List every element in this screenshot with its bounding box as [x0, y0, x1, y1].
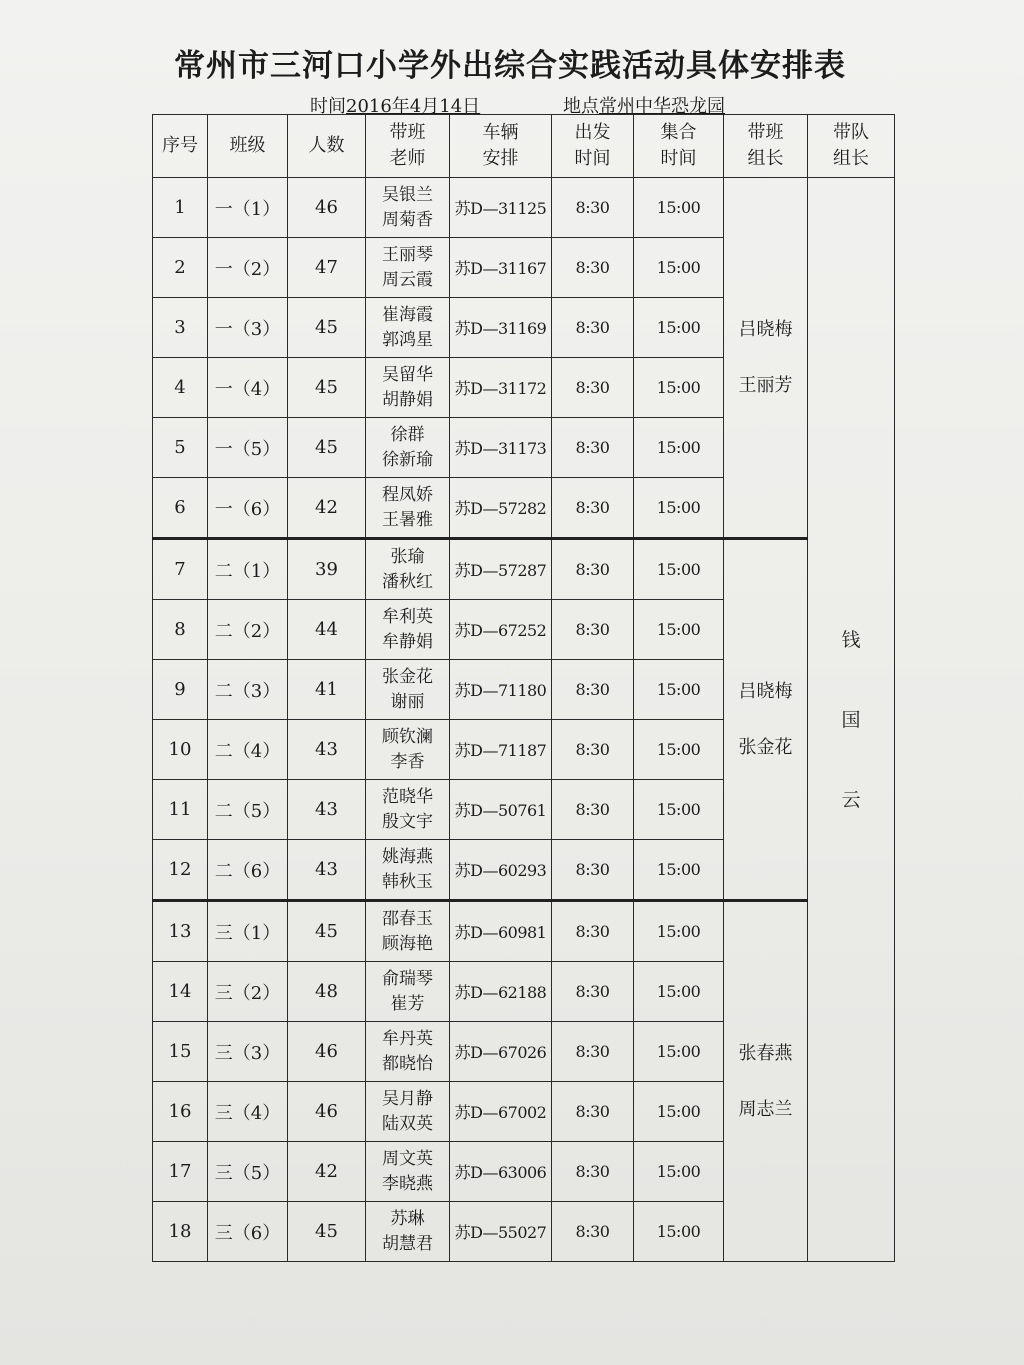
teacher-2: 李香: [390, 751, 425, 772]
group-leader-b: 王丽芳: [738, 374, 793, 396]
row-no: 1: [153, 178, 208, 238]
table-body: [153, 178, 895, 1262]
teacher-1: 姚海燕: [382, 846, 433, 867]
row-vehicle: 苏D—71180: [450, 660, 552, 720]
row-count: 42: [288, 1142, 366, 1202]
row-class: 三（4）: [208, 1082, 288, 1142]
row-depart-time: 8:30: [552, 539, 634, 600]
row-teachers: [366, 1022, 450, 1082]
teacher-1: 邵春玉: [382, 908, 433, 929]
row-gather-time: 15:00: [634, 418, 724, 478]
row-no: 5: [153, 418, 208, 478]
header-vehicle: [450, 115, 552, 178]
team-leader-char: 云: [841, 788, 861, 811]
group-leader-b: 张金花: [738, 736, 793, 758]
teacher-1: 王丽琴: [382, 244, 433, 265]
row-depart-time: 8:30: [552, 660, 634, 720]
row-teachers: [366, 660, 450, 720]
row-gather-time: 15:00: [634, 720, 724, 780]
teacher-1: 苏琳: [390, 1208, 425, 1229]
row-depart-time: 8:30: [552, 720, 634, 780]
row-vehicle: 苏D—31173: [450, 418, 552, 478]
row-count: 45: [288, 418, 366, 478]
row-teachers: [366, 901, 450, 962]
group-leader-a: 张春燕: [738, 1042, 793, 1064]
teacher-2: 胡慧君: [382, 1233, 433, 1254]
row-count: 45: [288, 298, 366, 358]
row-depart-time: 8:30: [552, 298, 634, 358]
row-count: 48: [288, 962, 366, 1022]
row-count: 43: [288, 720, 366, 780]
teacher-2: 都晓怡: [382, 1053, 433, 1074]
teacher-1: 范晓华: [382, 786, 433, 807]
teacher-2: 韩秋玉: [382, 871, 433, 892]
group-leader-cell: [724, 539, 808, 901]
team-leader-char: 国: [841, 708, 861, 731]
row-count: 46: [288, 178, 366, 238]
row-class: 一（1）: [208, 178, 288, 238]
table-header: [153, 115, 895, 178]
header-group-l2: 组长: [747, 148, 784, 169]
row-depart-time: 8:30: [552, 478, 634, 539]
row-gather-time: 15:00: [634, 1022, 724, 1082]
teacher-1: 程凤娇: [382, 484, 433, 505]
teacher-1: 张瑜: [390, 546, 425, 567]
row-teachers: [366, 1082, 450, 1142]
row-no: 7: [153, 539, 208, 600]
row-gather-time: 15:00: [634, 298, 724, 358]
row-teachers: [366, 1202, 450, 1262]
row-count: 46: [288, 1022, 366, 1082]
row-class: 一（3）: [208, 298, 288, 358]
place-label: 地点: [563, 96, 599, 117]
teacher-1: 崔海霞: [382, 304, 433, 325]
row-count: 41: [288, 660, 366, 720]
time-value: 2016年4月14日: [346, 96, 481, 117]
row-count: 45: [288, 358, 366, 418]
group-leader-a: 吕晓梅: [738, 318, 793, 340]
row-depart-time: 8:30: [552, 238, 634, 298]
row-depart-time: 8:30: [552, 1022, 634, 1082]
header-group-leader: [724, 115, 808, 178]
row-teachers: [366, 238, 450, 298]
header-team-l1: 带队: [833, 122, 869, 143]
row-count: 45: [288, 901, 366, 962]
row-teachers: [366, 478, 450, 539]
row-class: 二（5）: [208, 780, 288, 840]
row-class: 一（6）: [208, 478, 288, 539]
header-depart-l2: 时间: [574, 148, 611, 169]
row-no: 3: [153, 298, 208, 358]
row-gather-time: 15:00: [634, 1202, 724, 1262]
row-vehicle: 苏D—57287: [450, 539, 552, 600]
row-no: 18: [153, 1202, 208, 1262]
row-class: 二（4）: [208, 720, 288, 780]
group-leader-cell: [724, 178, 808, 539]
row-teachers: [366, 840, 450, 901]
teacher-2: 胡静娟: [382, 389, 433, 410]
row-vehicle: 苏D—67252: [450, 600, 552, 660]
header-teacher-l2: 老师: [389, 148, 426, 169]
row-count: 46: [288, 1082, 366, 1142]
row-no: 4: [153, 358, 208, 418]
row-gather-time: 15:00: [634, 901, 724, 962]
teacher-2: 郭鸿星: [382, 329, 433, 350]
row-vehicle: 苏D—60293: [450, 840, 552, 901]
row-teachers: [366, 298, 450, 358]
row-teachers: [366, 780, 450, 840]
row-gather-time: 15:00: [634, 780, 724, 840]
teacher-1: 俞瑞琴: [382, 968, 433, 989]
teacher-2: 徐新瑜: [382, 449, 433, 470]
row-gather-time: 15:00: [634, 178, 724, 238]
header-class: 班级: [208, 115, 288, 178]
teacher-1: 牟利英: [382, 606, 433, 627]
row-vehicle: 苏D—67026: [450, 1022, 552, 1082]
row-gather-time: 15:00: [634, 358, 724, 418]
table-row: [153, 901, 895, 962]
row-class: 三（6）: [208, 1202, 288, 1262]
row-depart-time: 8:30: [552, 358, 634, 418]
row-vehicle: 苏D—60981: [450, 901, 552, 962]
row-vehicle: 苏D—55027: [450, 1202, 552, 1262]
teacher-2: 王暑雅: [382, 509, 433, 530]
teacher-2: 李晓燕: [382, 1173, 433, 1194]
row-gather-time: 15:00: [634, 840, 724, 901]
row-class: 三（3）: [208, 1022, 288, 1082]
row-count: 47: [288, 238, 366, 298]
table-row: [153, 178, 895, 238]
row-class: 二（6）: [208, 840, 288, 901]
row-vehicle: 苏D—31125: [450, 178, 552, 238]
group-leader-b: 周志兰: [738, 1098, 793, 1120]
teacher-1: 吴银兰: [382, 184, 433, 205]
row-class: 二（3）: [208, 660, 288, 720]
header-gather: [634, 115, 724, 178]
time-label: 时间: [310, 96, 346, 117]
row-teachers: [366, 600, 450, 660]
header-count: 人数: [288, 115, 366, 178]
row-vehicle: 苏D—71187: [450, 720, 552, 780]
row-teachers: [366, 962, 450, 1022]
teacher-1: 牟丹英: [382, 1028, 433, 1049]
header-group-l1: 带班: [747, 122, 784, 143]
row-no: 11: [153, 780, 208, 840]
teacher-2: 谢丽: [390, 691, 425, 712]
row-teachers: [366, 358, 450, 418]
header-depart-l1: 出发: [574, 122, 611, 143]
row-no: 15: [153, 1022, 208, 1082]
row-class: 三（5）: [208, 1142, 288, 1202]
header-team-leader: [808, 115, 895, 178]
row-teachers: [366, 1142, 450, 1202]
row-class: 一（2）: [208, 238, 288, 298]
teacher-1: 张金花: [382, 666, 433, 687]
group-leader-cell: [724, 901, 808, 1262]
teacher-2: 陆双英: [382, 1113, 433, 1134]
row-gather-time: 15:00: [634, 1082, 724, 1142]
row-no: 10: [153, 720, 208, 780]
row-no: 12: [153, 840, 208, 901]
row-gather-time: 15:00: [634, 962, 724, 1022]
row-gather-time: 15:00: [634, 1142, 724, 1202]
team-leader-char: 钱: [841, 628, 861, 651]
teacher-1: 吴留华: [382, 364, 433, 385]
row-depart-time: 8:30: [552, 600, 634, 660]
header-vehicle-l1: 车辆: [482, 122, 519, 143]
row-depart-time: 8:30: [552, 962, 634, 1022]
row-class: 二（1）: [208, 539, 288, 600]
row-class: 三（2）: [208, 962, 288, 1022]
row-vehicle: 苏D—63006: [450, 1142, 552, 1202]
row-no: 13: [153, 901, 208, 962]
team-leader-cell: [808, 178, 895, 1262]
row-no: 6: [153, 478, 208, 539]
row-count: 43: [288, 840, 366, 901]
row-depart-time: 8:30: [552, 418, 634, 478]
teacher-1: 周文英: [382, 1148, 433, 1169]
header-vehicle-l2: 安排: [482, 148, 519, 169]
row-gather-time: 15:00: [634, 238, 724, 298]
row-gather-time: 15:00: [634, 478, 724, 539]
row-teachers: [366, 418, 450, 478]
row-depart-time: 8:30: [552, 901, 634, 962]
teacher-2: 潘秋红: [382, 571, 433, 592]
header-teacher: [366, 115, 450, 178]
row-no: 2: [153, 238, 208, 298]
header-no: 序号: [153, 115, 208, 178]
row-no: 8: [153, 600, 208, 660]
document-title: 常州市三河口小学外出综合实践活动具体安排表: [174, 48, 846, 84]
teacher-1: 吴月静: [382, 1088, 433, 1109]
row-class: 一（5）: [208, 418, 288, 478]
row-count: 43: [288, 780, 366, 840]
row-depart-time: 8:30: [552, 1202, 634, 1262]
teacher-2: 崔芳: [390, 993, 425, 1014]
row-vehicle: 苏D—31167: [450, 238, 552, 298]
row-vehicle: 苏D—57282: [450, 478, 552, 539]
teacher-2: 牟静娟: [382, 631, 433, 652]
teacher-1: 顾钦澜: [382, 726, 433, 747]
row-depart-time: 8:30: [552, 780, 634, 840]
row-gather-time: 15:00: [634, 539, 724, 600]
header-team-l2: 组长: [833, 148, 869, 169]
schedule-table: [152, 114, 895, 1262]
header-depart: [552, 115, 634, 178]
row-class: 三（1）: [208, 901, 288, 962]
row-count: 45: [288, 1202, 366, 1262]
row-depart-time: 8:30: [552, 1142, 634, 1202]
teacher-2: 周云霞: [382, 269, 433, 290]
row-gather-time: 15:00: [634, 600, 724, 660]
row-class: 一（4）: [208, 358, 288, 418]
teacher-1: 徐群: [390, 424, 425, 445]
group-leader-a: 吕晓梅: [738, 680, 793, 702]
row-vehicle: 苏D—50761: [450, 780, 552, 840]
teacher-2: 顾海艳: [382, 933, 433, 954]
row-vehicle: 苏D—31169: [450, 298, 552, 358]
row-gather-time: 15:00: [634, 660, 724, 720]
row-no: 14: [153, 962, 208, 1022]
row-depart-time: 8:30: [552, 1082, 634, 1142]
row-teachers: [366, 178, 450, 238]
row-class: 二（2）: [208, 600, 288, 660]
teacher-2: 殷文宇: [382, 811, 433, 832]
row-vehicle: 苏D—62188: [450, 962, 552, 1022]
header-gather-l1: 集合: [660, 122, 697, 143]
row-teachers: [366, 720, 450, 780]
header-teacher-l1: 带班: [389, 122, 426, 143]
row-count: 42: [288, 478, 366, 539]
row-no: 17: [153, 1142, 208, 1202]
row-count: 39: [288, 539, 366, 600]
row-no: 9: [153, 660, 208, 720]
row-no: 16: [153, 1082, 208, 1142]
place-value: 常州中华恐龙园: [599, 96, 725, 117]
row-depart-time: 8:30: [552, 178, 634, 238]
row-teachers: [366, 539, 450, 600]
teacher-2: 周菊香: [382, 209, 433, 230]
table-row: [153, 539, 895, 600]
row-vehicle: 苏D—67002: [450, 1082, 552, 1142]
header-gather-l2: 时间: [660, 148, 697, 169]
row-count: 44: [288, 600, 366, 660]
row-vehicle: 苏D—31172: [450, 358, 552, 418]
row-depart-time: 8:30: [552, 840, 634, 901]
